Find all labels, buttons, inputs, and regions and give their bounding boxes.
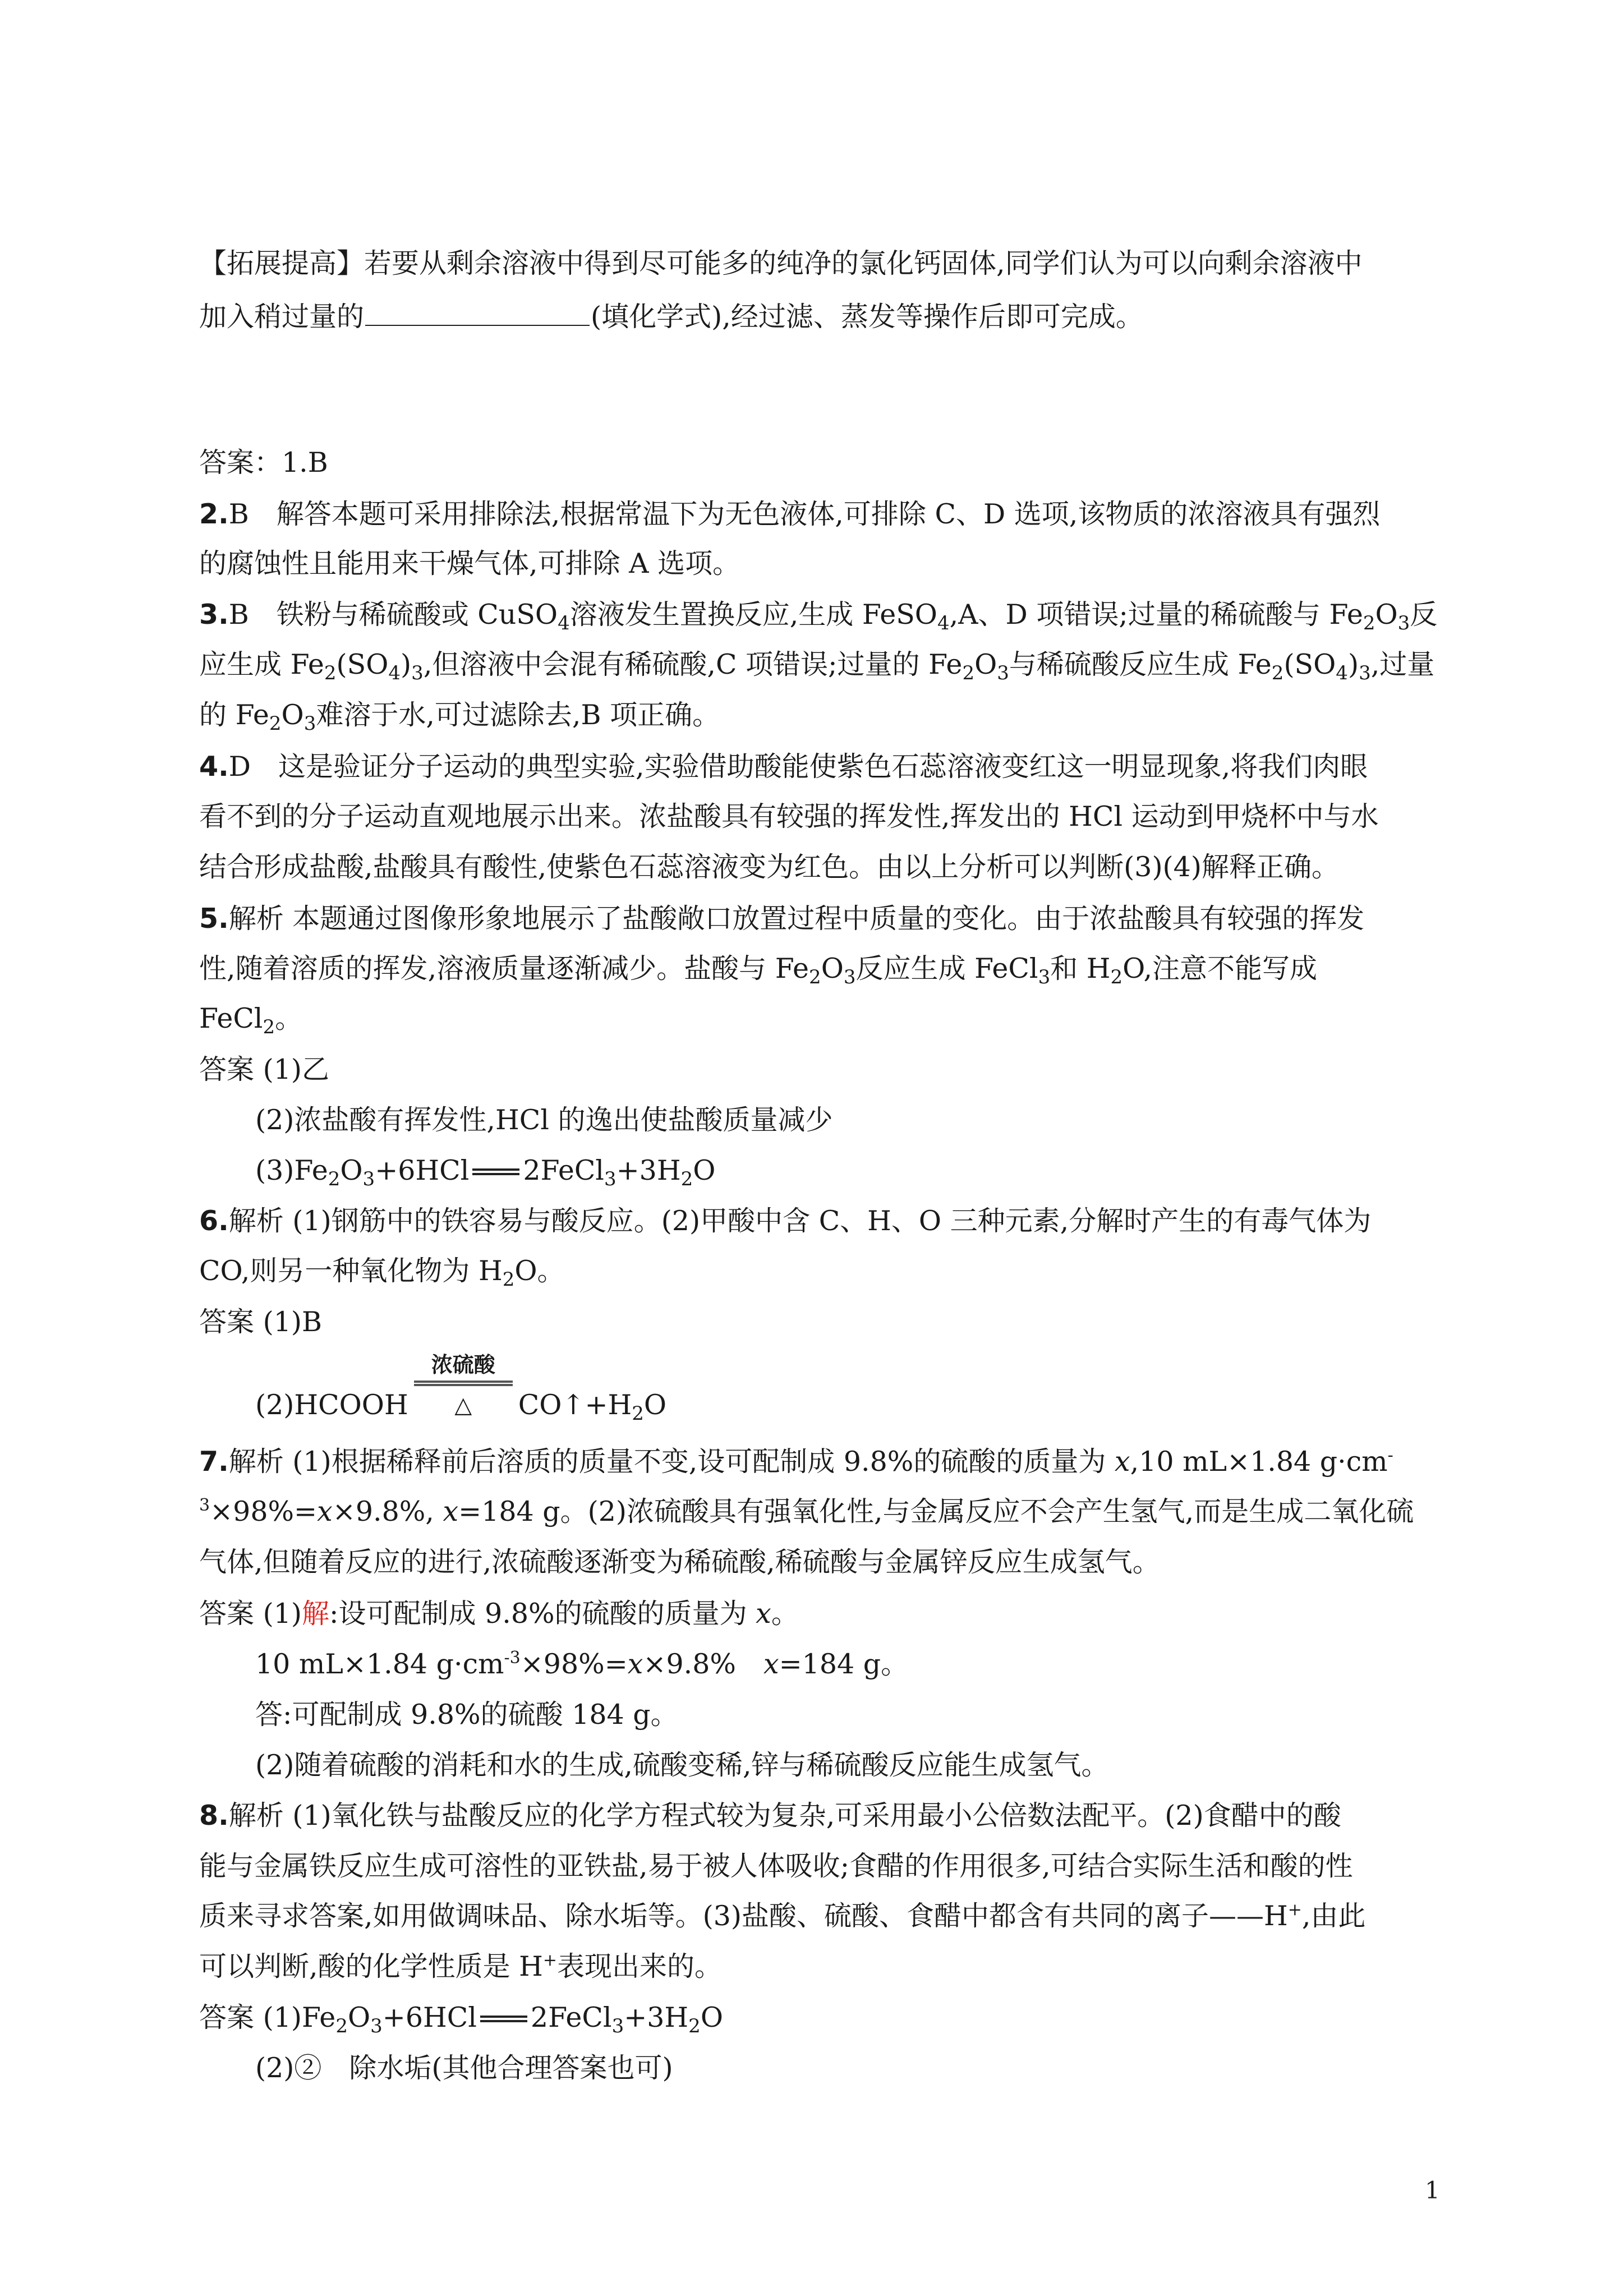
q4-line-2: 看不到的分子运动直观地展示出来。浓盐酸具有较强的挥发性,挥发出的 HCl 运动到甲烧杯中与水 [199, 800, 1379, 832]
q5-t: O [693, 1154, 716, 1186]
q3-t: (SO [1283, 648, 1336, 680]
q8-t: +6HCl [382, 2001, 477, 2033]
q3-t: ,过量 [1370, 648, 1435, 680]
q8-t: O [700, 2001, 723, 2033]
extension-title: 【拓展提高】 [199, 247, 365, 279]
extension-line-1 [199, 247, 1363, 280]
q3-number: 3. [199, 599, 229, 631]
extension-text: 若要从剩余溶液中得到尽可能多的纯净的氯化钙固体,同学们认为可以向剩余溶液中 [364, 247, 1363, 279]
q3-line-2: 应生成 $Fe_2(SO_4)_3$,但溶液中会混有稀硫酸,C 项错误;过量的 $Fe_2O_3$与稀硫酸反应生成 $Fe_2(SO_4)_3$,过量 [199, 648, 1435, 684]
var-x: x [763, 1648, 779, 1680]
q5-t: O [340, 1154, 363, 1186]
q3-line-3: 的 $Fe_2O_3$难溶于水,可过滤除去,B 项正确。 [199, 699, 720, 735]
q7-t: 答案 (1) [199, 1598, 302, 1630]
q8-sup: + [542, 1950, 558, 1970]
cond-bar [414, 1384, 513, 1386]
q5-number: 5. [199, 903, 229, 935]
q7-sup: -3 [504, 1648, 521, 1668]
extension-line-2 [199, 300, 1143, 334]
q5-t: 性,随着溶质的挥发,溶液质量逐渐减少。盐酸与 Fe [199, 953, 809, 984]
q7-number: 7. [199, 1446, 229, 1478]
q3-t: 难溶于水,可过滤除去,B 项正确。 [316, 699, 720, 731]
q4-number: 4. [199, 751, 229, 783]
q5-t: O [821, 953, 844, 984]
q6-t: O。 [514, 1255, 565, 1287]
q3-t: O [281, 699, 304, 731]
q8-number: 8. [199, 1800, 229, 1832]
q7-t: ×9.8% [643, 1648, 763, 1680]
q7-sup: 3 [199, 1496, 210, 1515]
q5-line-1 [199, 902, 1364, 936]
q5-t: 和 H [1050, 953, 1111, 984]
q8-line-4 [199, 1950, 722, 1984]
q5-t: 2FeCl [523, 1154, 604, 1186]
page-number: 1 [1425, 2177, 1440, 2204]
q3-t: 应生成 Fe [199, 648, 324, 680]
q6-answer-2: (2)HCOOH 浓硫酸 △ $CO↑+H_2O$ [255, 1388, 666, 1422]
heat-symbol: △ [454, 1392, 472, 1418]
catalyst-label: 浓硫酸 [431, 1352, 495, 1377]
var-x: x [627, 1648, 643, 1680]
q5-t: (3)Fe [255, 1154, 328, 1186]
q7-answer-2 [255, 1648, 908, 1681]
q7-line-3: 气体,但随着反应的进行,浓硫酸逐渐变为稀硫酸,稀硫酸与金属锌反应生成氢气。 [199, 1546, 1160, 1578]
solution-label: 解 [302, 1598, 330, 1630]
q5-t: +3H [616, 1154, 681, 1186]
q8-answer-1: 答案 $(1)Fe_2O_3+6HCl$ $2FeCl_3+3H_2O$ [199, 2001, 723, 2037]
q6-t: CO↑+H [518, 1389, 632, 1421]
q8-line-1 [199, 1799, 1341, 1833]
q8-t: O [347, 2001, 371, 2033]
q2-text-1: B 解答本题可采用排除法,根据常温下为无色液体,可排除 C、D 选项,该物质的浓溶液具有强烈 [228, 498, 1381, 530]
q6-line-1 [199, 1204, 1371, 1238]
extension-text-2b: (填化学式),经过滤、蒸发等操作后即可完成。 [591, 301, 1143, 333]
q3-t: ,但溶液中会混有稀硫酸,C 项错误;过量的 Fe [423, 648, 963, 680]
q6-t: CO,则另一种氧化物为 H [199, 1255, 503, 1287]
extension-text-2a: 加入稍过量的 [199, 301, 365, 333]
q4-line-1 [199, 750, 1368, 784]
q7-t: 。 [771, 1598, 799, 1630]
q5-t: 反应生成 FeCl [855, 953, 1038, 984]
q3-t: 与稀硫酸反应生成 Fe [1009, 648, 1272, 680]
q6-t: (2)HCOOH [255, 1389, 408, 1421]
q3-t: B 铁粉与稀硫酸或 CuSO [228, 599, 558, 631]
q3-t: 溶液发生置换反应,生成 FeSO [569, 599, 937, 631]
q7-t: 10 mL×1.84 g·cm [255, 1648, 504, 1680]
q6-answer-1: 答案 (1)B [199, 1306, 322, 1338]
var-x: x [756, 1598, 771, 1630]
q8-t: ,由此 [1301, 1900, 1366, 1932]
q3-t: O [1375, 599, 1398, 631]
q6-number: 6. [199, 1205, 229, 1237]
q3-t: 反 [1410, 599, 1438, 631]
var-x: x [1114, 1446, 1130, 1478]
q2-line-1 [199, 498, 1380, 531]
q7-t: =184 g。 [779, 1648, 909, 1680]
q8-t: 质来寻求答案,如用做调味品、除水垢等。(3)盐酸、硫酸、食醋中都含有共同的离子——H [199, 1900, 1288, 1932]
cond-bar [414, 1381, 513, 1383]
q3-t: O [974, 648, 997, 680]
q7-line-1 [199, 1445, 1393, 1479]
q2-number: 2. [199, 498, 229, 530]
q8-t: +3H [624, 2001, 689, 2033]
q7-t: ,10 mL×1.84 g·cm [1130, 1446, 1388, 1478]
q3-t: 的 Fe [199, 699, 269, 731]
q7-answer-1 [199, 1597, 799, 1631]
q5-t: 解析 本题通过图像形象地展示了盐酸敞口放置过程中质量的变化。由于浓盐酸具有较强的挥发 [228, 903, 1365, 935]
q7-answer-3: 答:可配制成 9.8%的硫酸 184 g。 [255, 1699, 678, 1731]
q4-t: D 这是验证分子运动的典型实验,实验借助酸能使紫色石蕊溶液变红这一明显现象,将我们肉眼 [228, 751, 1368, 783]
q3-line-1: 3.B 铁粉与稀硫酸或 CuSO$_4$溶液发生置换反应,生成 FeSO$_4$,A、D 项错误;过量的稀硫酸与 $Fe_2O_3$反 [199, 599, 1438, 634]
var-x: x [443, 1496, 459, 1527]
answer-header: 答案：1.B [199, 447, 328, 478]
q3-t: ) [401, 648, 412, 680]
q5-t: FeCl [199, 1002, 263, 1034]
q5-t: 。 [275, 1002, 303, 1034]
q7-t: ×98%= [210, 1496, 318, 1527]
q8-line-2: 能与金属铁反应生成可溶性的亚铁盐,易于被人体吸收;食醋的作用很多,可结合实际生活和酸的性 [199, 1850, 1353, 1882]
equals-sign [469, 1154, 523, 1188]
q7-t: =184 g。(2)浓硫酸具有强氧化性,与金属反应不会产生氢气,而是生成二氧化硫 [458, 1496, 1414, 1527]
q8-answer-2: (2)② 除水垢(其他合理答案也可) [255, 2052, 673, 2084]
q5-answer-1: 答案 (1)乙 [199, 1053, 329, 1085]
q5-line-3: FeCl$_2$。 [199, 1002, 303, 1038]
q8-sup: + [1287, 1900, 1302, 1920]
q7-t: ×98%= [520, 1648, 628, 1680]
q7-answer-4: (2)随着硫酸的消耗和水的生成,硫酸变稀,锌与稀硫酸反应能生成氢气。 [255, 1749, 1109, 1781]
q7-line-2 [199, 1495, 1414, 1529]
q3-t: ) [1347, 648, 1359, 680]
q8-line-3 [199, 1899, 1365, 1933]
fill-blank[interactable] [365, 300, 590, 326]
q6-line-2: CO,则另一种氧化物为 $H_2O$。 [199, 1255, 565, 1291]
q6-t: O [643, 1389, 667, 1421]
q6-t: 解析 (1)钢筋中的铁容易与酸反应。(2)甲酸中含 C、H、O 三种元素,分解时产生的有毒气体为 [228, 1205, 1372, 1237]
q7-t: :设可配制成 9.8%的硫酸的质量为 [329, 1598, 756, 1630]
q7-sup: - [1387, 1446, 1393, 1465]
q5-t: O,注意不能写成 [1122, 953, 1318, 984]
q5-t: +6HCl [375, 1154, 470, 1186]
q3-t: ,A、D 项错误;过量的稀硫酸与 Fe [949, 599, 1363, 631]
q8-t: 可以判断,酸的化学性质是 H [199, 1950, 543, 1982]
reaction-condition [414, 1352, 513, 1422]
equals-sign [477, 2001, 531, 2035]
q8-t: 答案 (1)Fe [199, 2001, 336, 2033]
q5-line-2: 性,随着溶质的挥发,溶液质量逐渐减少。盐酸与 $Fe_2O_3$反应生成 FeCl$_3$和 $H_2O$,注意不能写成 [199, 953, 1318, 988]
q8-t: 2FeCl [530, 2001, 612, 2033]
var-x: x [317, 1496, 333, 1527]
q2-line-2: 的腐蚀性且能用来干燥气体,可排除 A 选项。 [199, 547, 740, 579]
q8-t: 表现出来的。 [557, 1950, 723, 1982]
q7-t: ×9.8%, [332, 1496, 443, 1527]
q5-answer-2: (2)浓盐酸有挥发性,HCl 的逸出使盐酸质量减少 [255, 1104, 833, 1136]
q5-answer-3: $(3)Fe_2O_3+6HCl$ $2FeCl_3+3H_2O$ [255, 1154, 716, 1190]
q3-t: (SO [336, 648, 389, 680]
q4-line-3: 结合形成盐酸,盐酸具有酸性,使紫色石蕊溶液变为红色。由以上分析可以判断(3)(4)解释正确。 [199, 851, 1339, 883]
q7-t: 解析 (1)根据稀释前后溶质的质量不变,设可配制成 9.8%的硫酸的质量为 [228, 1446, 1115, 1478]
q8-t: 解析 (1)氧化铁与盐酸反应的化学方程式较为复杂,可采用最小公倍数法配平。(2)食醋中的酸 [228, 1800, 1341, 1832]
